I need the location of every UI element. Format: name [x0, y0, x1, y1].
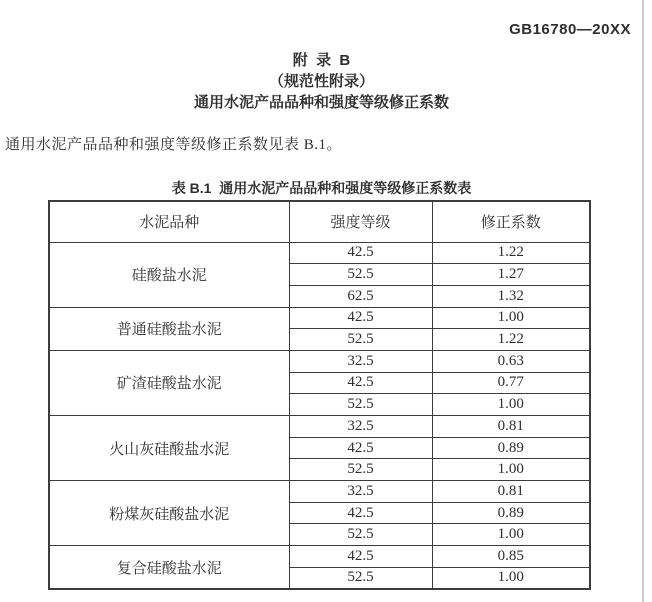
coefficient-cell: 1.00	[432, 459, 590, 481]
coefficient-cell: 1.22	[432, 329, 590, 351]
table-row	[49, 481, 590, 503]
strength-grade-cell: 32.5	[289, 481, 432, 503]
coefficient-cell: 1.00	[432, 524, 590, 546]
table-row	[49, 307, 590, 329]
appendix-heading: 通用水泥产品品种和强度等级修正系数	[193, 94, 449, 111]
strength-grade-cell: 52.5	[289, 264, 432, 286]
appendix-title: 附 录 B	[292, 52, 351, 69]
table-caption: 表 B.1 通用水泥产品品种和强度等级修正系数表	[171, 180, 472, 196]
table-row	[49, 350, 590, 372]
header-strength-grade: 强度等级	[289, 201, 432, 242]
table-row	[49, 242, 590, 264]
strength-grade-cell: 42.5	[289, 307, 432, 329]
strength-grade-cell: 32.5	[289, 416, 432, 438]
strength-grade-cell: 52.5	[289, 394, 432, 416]
coefficient-cell: 0.89	[432, 437, 590, 459]
standard-number: GB16780—20XX	[509, 21, 631, 38]
appendix-subtitle: （规范性附录）	[268, 73, 374, 90]
correction-coefficient-table	[48, 200, 591, 590]
strength-grade-cell: 52.5	[289, 459, 432, 481]
coefficient-cell: 0.81	[432, 416, 590, 438]
coefficient-cell: 0.89	[432, 502, 590, 524]
header-correction-coefficient: 修正系数	[432, 201, 590, 242]
cement-type-cell: 普通硅酸盐水泥	[49, 307, 289, 350]
strength-grade-cell: 52.5	[289, 567, 432, 589]
header-cement-type: 水泥品种	[49, 201, 289, 242]
cement-type-cell: 矿渣硅酸盐水泥	[49, 350, 289, 415]
cement-type-cell: 火山灰硅酸盐水泥	[49, 416, 289, 481]
intro-paragraph: 通用水泥产品品种和强度等级修正系数见表 B.1。	[5, 137, 343, 153]
cement-type-cell: 粉煤灰硅酸盐水泥	[49, 481, 289, 546]
strength-grade-cell: 62.5	[289, 285, 432, 307]
strength-grade-cell: 42.5	[289, 372, 432, 394]
table-body	[49, 242, 590, 589]
cement-type-cell: 复合硅酸盐水泥	[49, 546, 289, 589]
strength-grade-cell: 52.5	[289, 524, 432, 546]
coefficient-cell: 0.81	[432, 481, 590, 503]
coefficient-cell: 1.22	[432, 242, 590, 264]
strength-grade-cell: 52.5	[289, 329, 432, 351]
table-row	[49, 546, 590, 568]
cement-type-cell: 硅酸盐水泥	[49, 242, 289, 307]
coefficient-cell: 1.00	[432, 567, 590, 589]
strength-grade-cell: 42.5	[289, 437, 432, 459]
coefficient-cell: 1.00	[432, 394, 590, 416]
coefficient-cell: 1.00	[432, 307, 590, 329]
coefficient-cell: 1.32	[432, 285, 590, 307]
table-row	[49, 416, 590, 438]
strength-grade-cell: 42.5	[289, 502, 432, 524]
strength-grade-cell: 42.5	[289, 546, 432, 568]
coefficient-cell: 0.63	[432, 350, 590, 372]
strength-grade-cell: 32.5	[289, 350, 432, 372]
table-header-row	[49, 201, 590, 242]
strength-grade-cell: 42.5	[289, 242, 432, 264]
coefficient-cell: 0.85	[432, 546, 590, 568]
table-header	[49, 201, 590, 242]
coefficient-cell: 1.27	[432, 264, 590, 286]
appendix-title-block	[0, 50, 643, 113]
coefficient-cell: 0.77	[432, 372, 590, 394]
